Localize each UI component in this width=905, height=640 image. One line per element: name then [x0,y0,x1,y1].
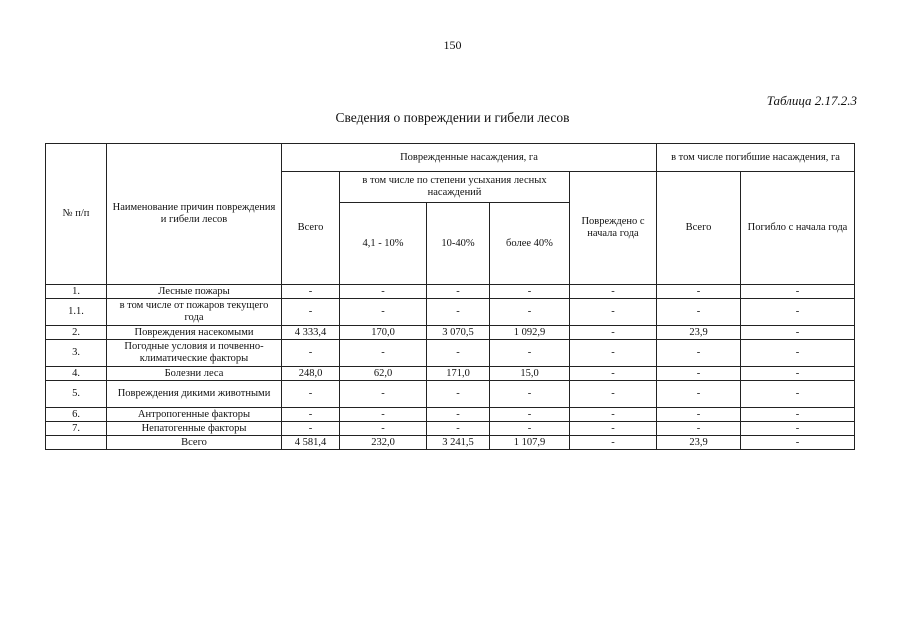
header-num: № п/п [46,144,107,285]
cell-d3: - [490,340,570,367]
page-number: 150 [443,38,462,52]
cell-total: - [282,381,340,408]
cell-num: 1. [46,285,107,299]
cell-name: Непатогенные факторы [107,422,282,436]
table-row [46,326,855,340]
header-since-start: Повреждено с начала года [570,172,657,285]
cell-num: 1.1. [46,299,107,326]
cell-d1: - [340,408,427,422]
table-row [46,422,855,436]
cell-dead-total: - [657,340,741,367]
cell-since: - [570,436,657,450]
forest-damage-table [45,143,855,450]
cell-d1: 62,0 [340,367,427,381]
cell-num [46,436,107,450]
table-row [46,408,855,422]
cell-total: - [282,285,340,299]
cell-name: Повреждения дикими животными [107,381,282,408]
cell-dead-since: - [741,436,855,450]
cell-since: - [570,340,657,367]
cell-d2: 171,0 [427,367,490,381]
cell-d3: 15,0 [490,367,570,381]
table-row [46,367,855,381]
table-title: Сведения о повреждении и гибели лесов [335,110,570,125]
cell-dead-total: 23,9 [657,436,741,450]
cell-dead-since: - [741,422,855,436]
cell-d1: - [340,299,427,326]
cell-total: 4 581,4 [282,436,340,450]
cell-total: - [282,408,340,422]
cell-dead-total: - [657,285,741,299]
cell-since: - [570,381,657,408]
cell-total: - [282,340,340,367]
cell-d2: - [427,381,490,408]
cell-d1: - [340,340,427,367]
cell-d1: 232,0 [340,436,427,450]
table-row [46,299,855,326]
cell-dead-total: - [657,381,741,408]
header-drying-1: 4,1 - 10% [340,203,427,285]
header-dead-group: в том числе погибшие насаждения, га [657,144,855,172]
cell-total: - [282,299,340,326]
cell-num: 6. [46,408,107,422]
cell-d1: - [340,285,427,299]
table-row [46,381,855,408]
cell-num: 5. [46,381,107,408]
header-drying-3: более 40% [490,203,570,285]
cell-d2: 3 070,5 [427,326,490,340]
cell-dead-since: - [741,285,855,299]
cell-dead-since: - [741,381,855,408]
cell-d2: - [427,285,490,299]
cell-num: 4. [46,367,107,381]
cell-dead-since: - [741,367,855,381]
header-total: Всего [282,172,340,285]
cell-total: - [282,422,340,436]
table-row [46,436,855,450]
cell-dead-total: - [657,408,741,422]
cell-dead-total: - [657,299,741,326]
cell-d2: - [427,422,490,436]
cell-name: в том числе от пожаров текущего года [107,299,282,326]
header-drying-group: в том числе по степени усыхания лесных насаждений [340,172,570,203]
cell-total: 248,0 [282,367,340,381]
cell-d3: 1 092,9 [490,326,570,340]
cell-dead-total: 23,9 [657,326,741,340]
table-body [46,285,855,450]
cell-d3: - [490,299,570,326]
header-dead-total: Всего [657,172,741,285]
cell-num: 2. [46,326,107,340]
cell-dead-since: - [741,326,855,340]
cell-dead-since: - [741,340,855,367]
cell-since: - [570,408,657,422]
cell-name: Лесные пожары [107,285,282,299]
cell-dead-since: - [741,408,855,422]
header-name: Наименование причин повреждения и гибели лесов [107,144,282,285]
cell-total: 4 333,4 [282,326,340,340]
cell-d3: - [490,422,570,436]
cell-name: Антропогенные факторы [107,408,282,422]
cell-dead-since: - [741,299,855,326]
header-drying-2: 10-40% [427,203,490,285]
cell-dead-total: - [657,367,741,381]
cell-d1: - [340,422,427,436]
cell-d3: 1 107,9 [490,436,570,450]
cell-d2: 3 241,5 [427,436,490,450]
cell-d2: - [427,340,490,367]
cell-since: - [570,326,657,340]
header-damaged-group: Поврежденные насаждения, га [282,144,657,172]
cell-since: - [570,299,657,326]
cell-d3: - [490,381,570,408]
cell-num: 3. [46,340,107,367]
cell-name: Погодные условия и почвенно-климатические факторы [107,340,282,367]
table-row [46,285,855,299]
cell-name: Повреждения насекомыми [107,326,282,340]
cell-d3: - [490,408,570,422]
cell-dead-total: - [657,422,741,436]
cell-since: - [570,422,657,436]
table-row [46,340,855,367]
cell-num: 7. [46,422,107,436]
header-dead-since: Погибло с начала года [741,172,855,285]
cell-d2: - [427,299,490,326]
cell-d2: - [427,408,490,422]
cell-d1: 170,0 [340,326,427,340]
cell-since: - [570,367,657,381]
cell-d3: - [490,285,570,299]
cell-name: Болезни леса [107,367,282,381]
cell-since: - [570,285,657,299]
cell-d1: - [340,381,427,408]
table-id: Таблица 2.17.2.3 [766,93,857,108]
cell-name: Всего [107,436,282,450]
